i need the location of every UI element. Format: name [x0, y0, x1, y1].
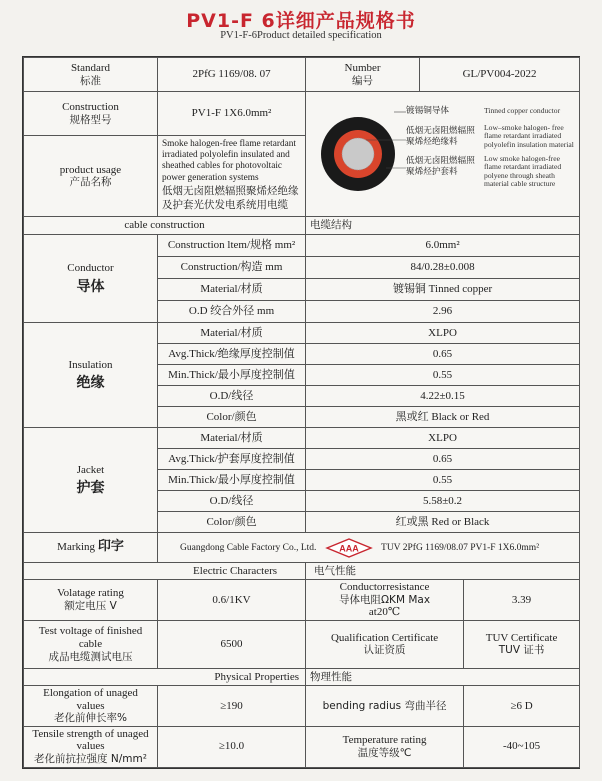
conductor-item-label: Construction ltem/规格 mm²: [158, 235, 306, 257]
cable-construction-cn: 电缆结构: [306, 217, 580, 235]
elongation-row: [24, 685, 580, 726]
insulation-item-label: Min.Thick/最小厚度控制值: [158, 365, 306, 386]
physical-header-cn: 物理性能: [306, 668, 580, 685]
insulation-item-label: O.D/线径: [158, 386, 306, 407]
conductor-item-value: 84/0.28±0.008: [306, 257, 580, 279]
temperature-label: Temperature rating 温度等级℃: [306, 726, 464, 767]
conductor-row: [24, 235, 580, 257]
physical-header-en: Physical Properties: [24, 668, 306, 685]
conductor-item-label: O.D 绞合外径 mm: [158, 301, 306, 323]
document-subtitle: PV1-F-6Product detailed specification: [220, 30, 382, 41]
construction-value: PV1-F 1X6.0mm²: [158, 92, 306, 136]
resistance-value: 3.39: [464, 580, 580, 621]
conductor-item-value: 镀锡铜 Tinned copper: [306, 279, 580, 301]
insulation-row: [24, 323, 580, 344]
construction-row: [24, 92, 580, 136]
conductor-item-label: Material/材质: [158, 279, 306, 301]
insulation-item-value: 4.22±0.15: [306, 386, 580, 407]
marking-factory: Guangdong Cable Factory Co., Ltd.: [180, 542, 317, 553]
jacket-item-label: Min.Thick/最小厚度控制值: [158, 470, 306, 491]
electric-header: [24, 563, 580, 580]
spec-sheet: [22, 56, 580, 769]
insulation-item-value: 0.55: [306, 365, 580, 386]
product-usage-desc: Smoke halogen-free flame retardant irradiated polyolefin insulated and sheathed cables for photovoltaic power generation systems 低烟无卤阻燃辐照聚烯烃绝缘及护套光伏发电系统用电缆: [158, 136, 306, 217]
resistance-label: Conductorresistance 导体电阻ΩKM Max at20℃: [306, 580, 464, 621]
conductor-item-value: 2.96: [306, 301, 580, 323]
insulation-item-label: Color/颜色: [158, 407, 306, 428]
cable-construction-en: cable construction: [24, 217, 306, 235]
document-title: PV1-F 6详细产品规格书: [186, 10, 416, 32]
bending-label: bending radius 弯曲半径: [306, 685, 464, 726]
physical-header: [24, 668, 580, 685]
tensile-value: ≥10.0: [158, 726, 306, 767]
diagram-label-conductor-en: Tinned copper conductor: [484, 106, 561, 115]
standard-value: 2PfG 1169/08. 07: [158, 58, 306, 92]
insulation-item-label: Material/材质: [158, 323, 306, 344]
cable-construction-header: [24, 217, 580, 235]
temperature-value: -40~105: [464, 726, 580, 767]
jacket-item-label: Material/材质: [158, 428, 306, 449]
jacket-item-value: 5.58±0.2: [306, 491, 580, 512]
jacket-item-label: O.D/线径: [158, 491, 306, 512]
jacket-item-value: XLPO: [306, 428, 580, 449]
marking-row: [24, 533, 580, 563]
cable-diagram: [306, 92, 580, 217]
qualification-label: Qualification Certificate 认证资质: [306, 620, 464, 668]
jacket-item-label: Avg.Thick/护套厚度控制值: [158, 449, 306, 470]
tensile-row: [24, 726, 580, 767]
insulation-item-value: 0.65: [306, 344, 580, 365]
diagram-label-jacket-en: Low smoke halogen-free flame retardant irradiated polyene through sheath material cable structure: [484, 154, 562, 189]
bending-value: ≥6 D: [464, 685, 580, 726]
marking-value: [158, 533, 580, 563]
spec-table: [23, 57, 580, 768]
tensile-label: Tensile strength of unaged values 老化前抗拉强度 N/mm²: [24, 726, 158, 767]
standard-row: [24, 58, 580, 92]
diagram-label-jacket-cn: 低烟无卤阻燃辐照聚烯烃护套料: [406, 156, 475, 178]
voltage-row: [24, 580, 580, 621]
insulation-item-value: 黑或红 Black or Red: [306, 407, 580, 428]
diagram-label-insulation-cn: 低烟无卤阻燃辐照聚烯烃绝缘料: [406, 126, 475, 148]
qualification-value: TUV Certificate TUV 证书: [464, 620, 580, 668]
svg-text:AAA: AAA: [339, 543, 359, 553]
number-value: GL/PV004-2022: [420, 58, 580, 92]
marking-label: Marking 印字: [24, 533, 158, 563]
standard-label: Standard 标准: [24, 58, 158, 92]
jacket-label: Jacket 护套: [24, 428, 158, 533]
test-voltage-label: Test voltage of finished cable 成品电缆测试电压: [24, 620, 158, 668]
number-label: Number 编号: [306, 58, 420, 92]
conductor-item-value: 6.0mm²: [306, 235, 580, 257]
electric-header-cn: 电气性能: [306, 563, 580, 580]
voltage-value: 0.6/1KV: [158, 580, 306, 621]
conductor-label: Conductor 导体: [24, 235, 158, 323]
product-usage-label: product usage 产品名称: [24, 136, 158, 217]
test-voltage-row: [24, 620, 580, 668]
aaa-logo-icon: [325, 538, 373, 558]
electric-header-en: Electric Characters: [24, 563, 306, 580]
diagram-label-conductor-cn: 镀锡铜导体: [406, 106, 450, 116]
elongation-value: ≥190: [158, 685, 306, 726]
test-voltage-value: 6500: [158, 620, 306, 668]
jacket-item-value: 0.65: [306, 449, 580, 470]
jacket-item-value: 红或黑 Red or Black: [306, 512, 580, 533]
marking-text: TUV 2PfG 1169/08.07 PV1-F 1X6.0mm²: [381, 542, 540, 553]
construction-label: Construction 规格型号: [24, 92, 158, 136]
cable-cross-section-icon: [306, 92, 406, 216]
diagram-label-insulation-en: Low–smoke halogen- free flame retardant irradiated polyolefin insulation material: [484, 123, 574, 149]
voltage-label: Volatage rating 额定电压 V: [24, 580, 158, 621]
elongation-label: Elongation of unaged values 老化前伸长率%: [24, 685, 158, 726]
insulation-item-value: XLPO: [306, 323, 580, 344]
jacket-item-label: Color/颜色: [158, 512, 306, 533]
jacket-item-value: 0.55: [306, 470, 580, 491]
insulation-label: Insulation 绝缘: [24, 323, 158, 428]
jacket-row: [24, 428, 580, 449]
conductor-item-label: Construction/构造 mm: [158, 257, 306, 279]
insulation-item-label: Avg.Thick/绝缘厚度控制值: [158, 344, 306, 365]
